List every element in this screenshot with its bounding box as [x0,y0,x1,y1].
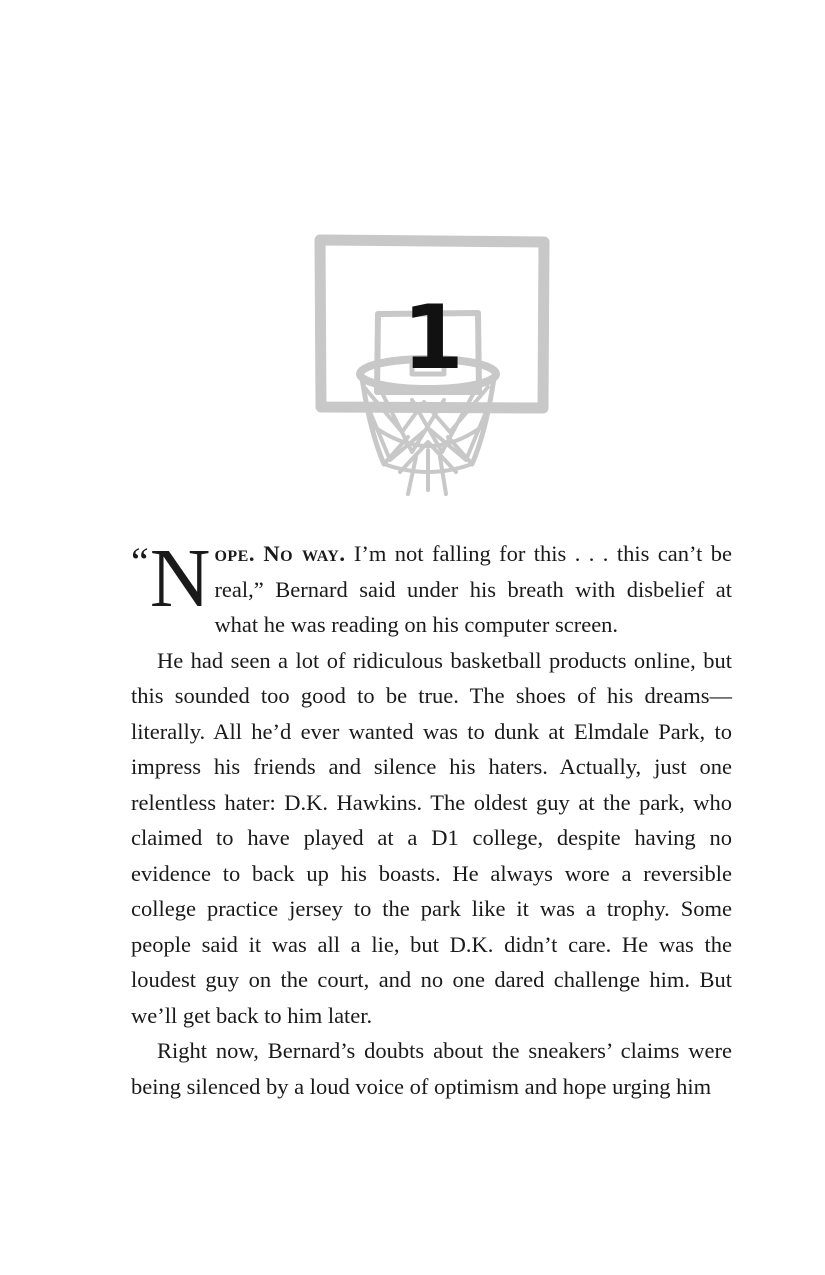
lead-in-second: No way. [263,541,346,566]
drop-cap [131,532,211,625]
opening-paragraph [131,532,732,643]
drop-cap-quote: “ [131,539,149,584]
chapter-number: 1 [402,286,462,389]
paragraph: Right now, Bernard’s doubts about the sneakers’ claims were being silenced by a loud voice of optimism and hope urging him [131,1038,732,1099]
lead-in-first: ope. [214,541,255,566]
paragraph: He had seen a lot of ridiculous basketball products online, but this sounded too good to be true. The shoes of his dreams—literally. All he’d ever wanted was to dunk at Elmdale Park, to impress his friends and silence his haters. Actually, just one relentless hater: D.K. Hawkins. The oldest guy at the park, who claimed to have played at a D1 college, despite having no evidence to back up his boasts. He always wore a reversible college practice jersey to the park like it was a trophy. Some people said it was all a lie, but D.K. didn’t care. He was the loudest guy on the court, and no one dared challenge him. But we’ll get back to him later. [131,647,732,1028]
drop-cap-letter: N [149,532,211,625]
opening-rest: I’m not falling for this . . . this can’t be real,” Bernard said under his breath with disbelief at what he was reading on his computer screen. [214,541,732,637]
body-text [131,532,732,1104]
